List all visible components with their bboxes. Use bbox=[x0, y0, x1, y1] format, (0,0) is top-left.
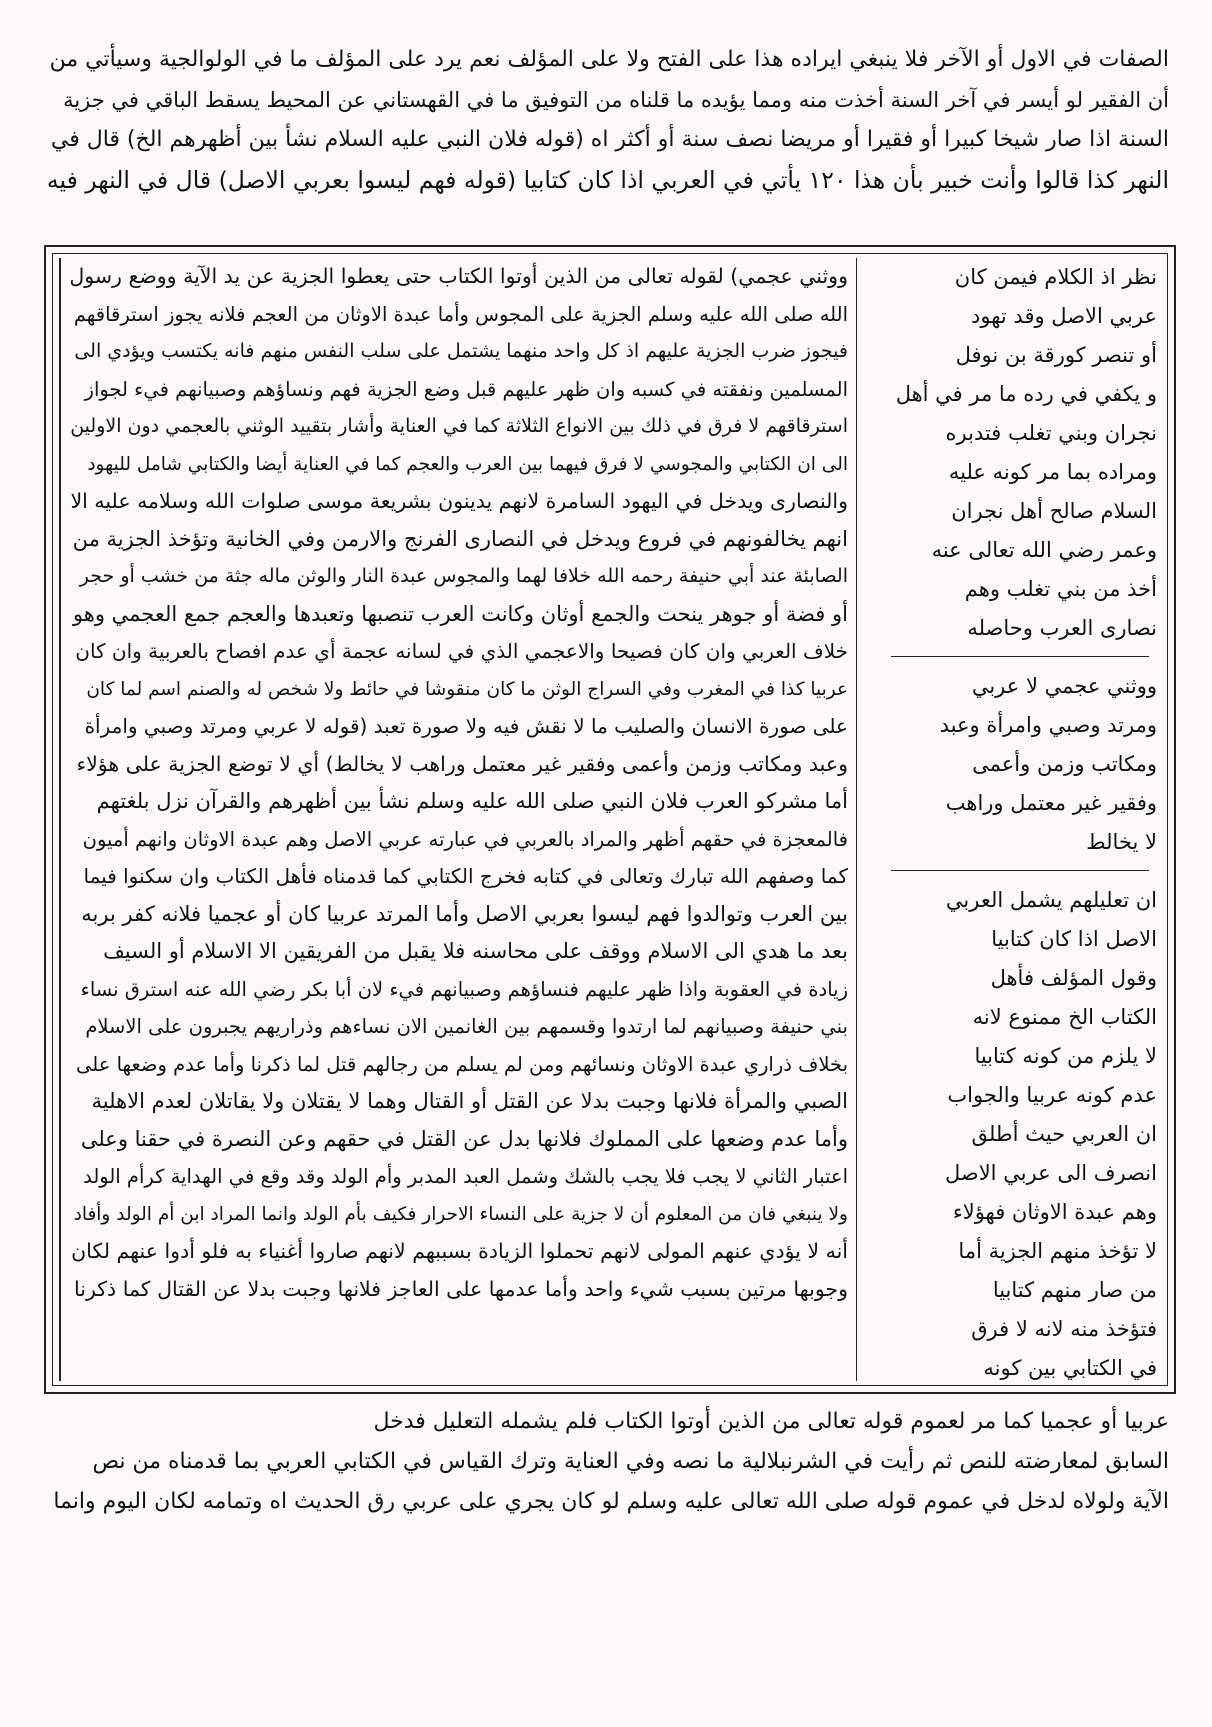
margin-line: من صار منهم كتابيا bbox=[992, 1278, 1157, 1302]
margin-line: وفقير غير معتمل وراهب bbox=[945, 791, 1157, 815]
margin-line: انصرف الى عربي الاصل bbox=[944, 1161, 1157, 1185]
margin-note bbox=[883, 667, 1157, 862]
margin-line: ومراده بما مر كونه عليه bbox=[948, 460, 1157, 484]
main-line: بعد ما هدي الى الاسلام ووقف على محاسنه فلا يقبل من الفريقين الا الاسلام أو السيف bbox=[103, 939, 848, 963]
margin-note bbox=[883, 258, 1157, 648]
top-commentary bbox=[44, 40, 1169, 200]
margin-line: نجران وبني تغلب فتدبره bbox=[945, 421, 1157, 445]
main-line: وأما عدم وضعها على المملوك فلانها بدل عن القتل في حقهم وعن النصرة في حقنا وعلى bbox=[80, 1126, 848, 1151]
main-line: خلاف العربي وان كان فصيحا والاعجمي الذي في لسانه عجمة أي عدم افصاح بالعربية وان كان bbox=[75, 639, 848, 663]
main-line: الى ان الكتابي والمجوسي لا فرق فيهما بين العرب والعجم كما في العناية أيضا والكتابي شامل لليهود bbox=[87, 453, 848, 475]
text-line: النهر كذا قالوا وأنت خبير بأن هذا ١٢٠ يأتي في العربي اذا كان كتابيا (قوله فهم ليسوا بعربي الاصل) قال في النهر فيه bbox=[46, 166, 1169, 194]
margin-line: نظر اذ الكلام فيمن كان bbox=[954, 265, 1157, 289]
margin-line: السلام صالح أهل نجران bbox=[951, 499, 1157, 523]
margin-line: الكتاب الخ ممنوع لانه bbox=[972, 1005, 1157, 1029]
main-line: على صورة الانسان والصليب ما لا نقش فيه ولا صورة تعبد (قوله لا عربي ومرتد وصبي وامرأة bbox=[84, 714, 848, 738]
margin-line: ان العربي حيث أطلق bbox=[971, 1122, 1157, 1146]
main-line: اعتبار الثاني لا يجب فلا يجب بالشك وشمل العبد المدبر وأم الولد وقد وقع في الهداية كرأم الولد bbox=[83, 1165, 848, 1188]
margin-line: ووثني عجمي لا عربي bbox=[971, 674, 1157, 698]
margin-line: و يكفي في رده ما مر في أهل bbox=[895, 382, 1157, 406]
main-line: أو فضة أو جوهر ينحت والجمع أوثان وكانت العرب تنصبها وتعبدها والعجم جمع العجمي وهو bbox=[72, 601, 848, 626]
main-line: أما مشركو العرب فلان النبي صلى الله عليه وسلم نشأ بين أظهرهم والقرآن نزل بلغتهم bbox=[96, 789, 848, 813]
main-line: وعبد ومكاتب وزمن وأعمى وفقير غير معتمل وراهب لا يخالط) أي لا توضع الجزية على هؤلاء bbox=[76, 751, 848, 776]
main-line: بني حنيفة وصبيانهم لما ارتدوا وقسمهم بين الغانمين الان نساءهم وذراريهم يجبرون على الاسلام bbox=[85, 1015, 848, 1038]
margin-divider bbox=[891, 656, 1149, 657]
margin-line: عربي الاصل وقد تهود bbox=[971, 304, 1157, 328]
margin-line: الاصل اذا كان كتابيا bbox=[991, 927, 1157, 951]
main-line: وجوبها مرتين بسبب شيء واحد وأما عدمها على العاجز فلانها وجبت بدلا عن القتال كما ذكرنا bbox=[74, 1276, 848, 1301]
margin-column bbox=[877, 258, 1163, 1381]
main-line: الله صلى الله عليه وسلم الجزية على المجوس وأما عبدة الاوثان من العجم فلانه يجوز استرقاقهم bbox=[73, 302, 848, 326]
main-line: كما وصفهم الله تبارك وتعالى في كتابه فخرج الكتابي كما قدمناه فأهل الكتاب وان سكنوا فيما bbox=[83, 864, 848, 888]
margin-line: لا تؤخذ منهم الجزية أما bbox=[958, 1239, 1157, 1263]
main-line: بخلاف ذراري عبدة الاوثان ونسائهم ومن لم يسلم من رجالهم قتل لما ذكرنا وأما عدم وضعها على bbox=[76, 1052, 848, 1076]
main-text-column bbox=[59, 258, 857, 1381]
margin-line: لا يلزم من كونه كتابيا bbox=[974, 1044, 1157, 1068]
margin-line: وهم عبدة الاوثان فهؤلاء bbox=[952, 1200, 1157, 1224]
margin-line: وعمر رضي الله تعالى عنه bbox=[931, 538, 1157, 562]
main-line: والنصارى ويدخل في اليهود السامرة لانهم يدينون بشريعة موسى صلوات الله وسلامه عليه الا bbox=[70, 489, 848, 513]
main-line: ووثني عجمي) لقوله تعالى من الذين أوتوا الكتاب حتى يعطوا الجزية عن يد الآية ووضع رسول bbox=[69, 264, 848, 288]
margin-line: ومرتد وصبي وامرأة وعبد bbox=[939, 713, 1157, 737]
margin-line: أخذ من بني تغلب وهم bbox=[964, 577, 1157, 601]
margin-line: نصارى العرب وحاصله bbox=[967, 616, 1157, 640]
text-line: أن الفقير لو أيسر في آخر السنة أخذت منه ومما يؤيده ما قلناه من التوفيق ما في القهستاني عن المحيط يسقط الباقي في جزية bbox=[63, 88, 1169, 112]
main-line: ولا ينبغي فان من المعلوم أن لا جزية على النساء الاحرار فكيف بأم الولد وانما المراد ابن أم الولد وأفاد bbox=[73, 1203, 848, 1225]
margin-divider bbox=[891, 870, 1149, 871]
main-line: الصابئة عند أبي حنيفة رحمه الله خلافا لهما والمجوس عبدة النار والوثن ماله جثة من خشب أو حجر bbox=[79, 565, 848, 587]
main-line: فيجوز ضرب الجزية عليهم اذ كل واحد منهما يشتمل على سلب النفس منهم فانه يكتسب ويؤدي الى bbox=[74, 340, 848, 362]
margin-line: لا يخالط bbox=[1086, 830, 1157, 854]
main-line: عربيا كذا في المغرب وفي السراج الوثن ما كان منقوشا في حائط ولا شخص له والصنم اسم لما كان bbox=[86, 678, 848, 700]
main-line: بين العرب وتوالدوا فهم ليسوا بعربي الاصل وأما المرتد عربيا كان أو عجميا فلانه كفر بربه bbox=[81, 901, 848, 926]
text-line: السابق لمعارضته للنص ثم رأيت في الشرنبلالية ما نصه وفي العناية وترك القياس في الكتابي العربي بما قدمناه من نص bbox=[92, 1449, 1169, 1474]
text-line: الآية ولولاه لدخل في عموم قوله صلى الله تعالى عليه وسلم لو كان يجري على عربي رق الحديث اه وتمامه لكان اليوم وانما bbox=[53, 1489, 1169, 1514]
margin-line: فتؤخذ منه لانه لا فرق bbox=[971, 1317, 1157, 1341]
main-line: استرقاقهم لا فرق في ذلك بين الانواع الثلاثة كما في العناية وأشار بتقييد الوثني بالعجمي دون الاولين bbox=[70, 415, 848, 437]
margin-line: عدم كونه عربيا والجواب bbox=[947, 1083, 1157, 1107]
margin-line: في الكتابي بين كونه bbox=[983, 1356, 1157, 1380]
text-line: السنة اذا صار شيخا كبيرا أو فقيرا أو مريضا نصف سنة أو أكثر اه (قوله فلان النبي عليه السلام نشأ بين أظهرهم الخ) قال في bbox=[50, 127, 1169, 152]
main-line: الصبي والمرأة فلانها وجبت بدلا عن القتل أو القتال وهما لا يقتلان ولا يقاتلان لعدم الاهلية bbox=[91, 1089, 848, 1113]
margin-line: أو تنصر كورقة بن نوفل bbox=[955, 343, 1157, 367]
margin-line: وقول المؤلف فأهل bbox=[990, 966, 1157, 990]
main-line: فالمعجزة في حقهم أظهر والمراد بالعربي في عبارته عربي الاصل وهم عبدة الاوثان وانهم أميون bbox=[82, 827, 848, 851]
main-line: زيادة في العقوبة واذا ظهر عليهم فنساؤهم وصبيانهم فيء لان أبا بكر رضي الله عنه استرق نساء bbox=[80, 977, 848, 1001]
text-line: عربيا أو عجميا كما مر لعموم قوله تعالى من الذين أوتوا الكتاب فلم يشمله التعليل فدخل bbox=[373, 1409, 1169, 1434]
margin-line: ان تعليلهم يشمل العربي bbox=[945, 888, 1157, 912]
margin-note bbox=[883, 881, 1157, 1388]
main-line: أنه لا يؤدي عنهم المولى لانهم تحملوا الزيادة بسببهم لانهم صاروا أغنياء به فلو أدوا عنهم لكان bbox=[71, 1239, 848, 1263]
main-line: المسلمين ونفقته في كسبه وان ظهر عليهم قبل وضع الجزية فهم ونساؤهم وصبيانهم فيء لجواز bbox=[84, 377, 848, 401]
margin-line: ومكاتب وزمن وأعمى bbox=[972, 752, 1157, 776]
text-line: الصفات في الاول أو الآخر فلا ينبغي ايراده هذا على الفتح ولا على المؤلف نعم يرد على المؤلف ما في الولوالجية وسيأتي من bbox=[49, 47, 1169, 72]
main-line: انهم يخالفونهم في فروع ويدخل في النصارى الفرنج والارمن وفي الخانية وتؤخذ الجزية من bbox=[72, 526, 848, 551]
frame-inner-border bbox=[52, 253, 1168, 1386]
bottom-commentary bbox=[44, 1402, 1169, 1522]
page-frame bbox=[44, 245, 1176, 1394]
